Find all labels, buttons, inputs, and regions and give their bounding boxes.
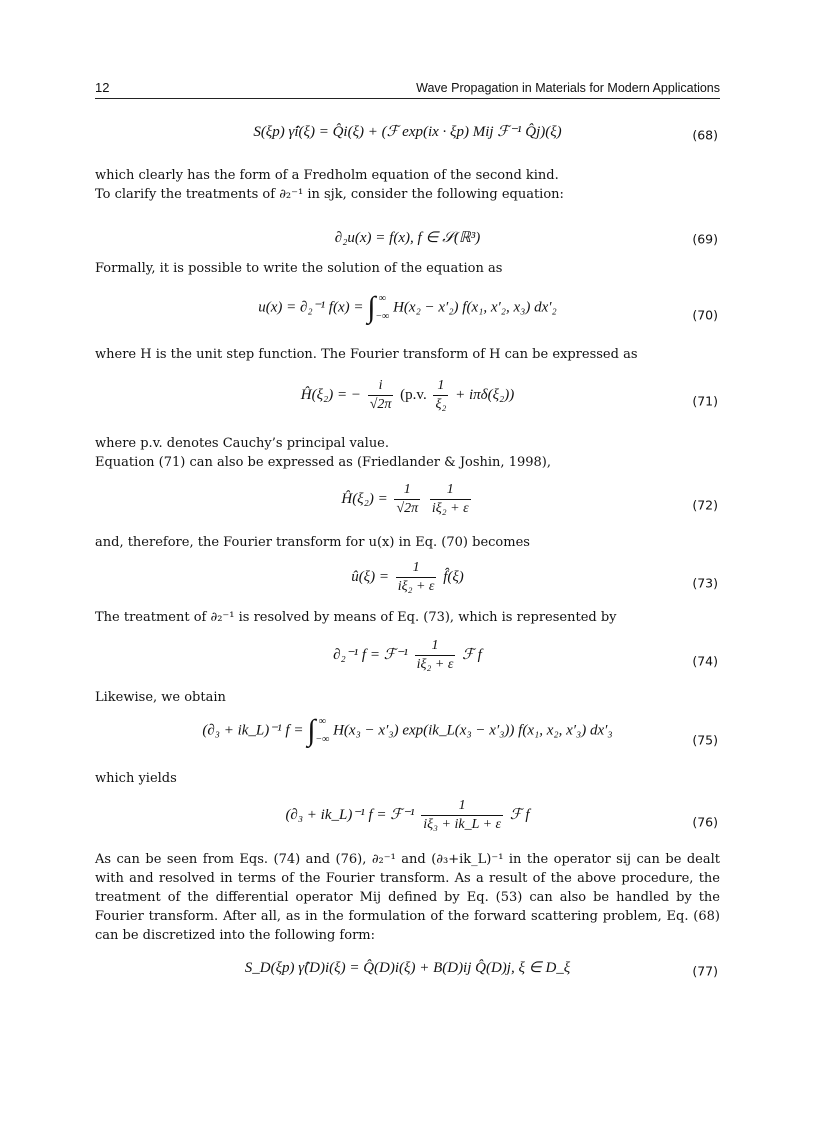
equation-71-body xyxy=(301,378,514,413)
fraction-denominator: iξ₂ + ε xyxy=(397,579,435,594)
paragraph-5 xyxy=(95,533,720,552)
paragraph-9 xyxy=(95,850,720,945)
integral-limits xyxy=(315,713,329,749)
equation-75-lhs: (∂₃ + ik_L)⁻¹ f = xyxy=(202,722,304,739)
fraction-denominator: iξ₂ + ε xyxy=(416,657,454,672)
fraction-numerator: 1 xyxy=(415,638,456,656)
fraction xyxy=(394,482,420,517)
paragraph-1 xyxy=(95,166,720,204)
equation-73-number: (73) xyxy=(692,575,718,591)
fraction xyxy=(430,482,471,517)
paragraph-5-text: and, therefore, the Fourier transform for u(x) in Eq. (70) becomes xyxy=(95,535,530,550)
equation-70-lhs: u(x) = ∂₂⁻¹ f(x) = xyxy=(258,299,364,316)
fraction-denominator: ξ₂ xyxy=(435,397,447,412)
fraction-numerator: 1 xyxy=(433,378,448,396)
paragraph-1-line-1: which clearly has the form of a Fredholm equation of the second kind. xyxy=(95,168,559,183)
integral-sign: ∫ xyxy=(307,714,316,747)
paragraph-1-line-2: To clarify the treatments of ∂₂⁻¹ in sjk, consider the following equation: xyxy=(95,187,564,202)
equation-71-rest: + iπδ(ξ₂)) xyxy=(455,386,515,403)
equation-68-body: S(ξp) γ̂i(ξ) = Q̂i(ξ) + (ℱ exp(ix · ξp) Mij ℱ⁻¹ Q̂j)(ξ) xyxy=(253,124,562,140)
equation-75 xyxy=(95,713,720,767)
equation-76 xyxy=(95,798,720,846)
equation-76-rhs: ℱ f xyxy=(509,806,530,823)
equation-69-body: ∂₂u(x) = f(x), f ∈ 𝒮(ℝ³) xyxy=(334,230,481,246)
fraction-denominator: √2π xyxy=(369,397,392,412)
paragraph-4-line-1: where p.v. denotes Cauchy’s principal value. xyxy=(95,436,390,451)
equation-69-number: (69) xyxy=(692,231,718,247)
integral-lower-limit: −∞ xyxy=(315,734,330,745)
equation-77-body: S_D(ξp) γ̂(D)i(ξ) = Q̂(D)i(ξ) + B(D)ij Q̂(D)j, ξ ∈ D_ξ xyxy=(244,960,571,976)
equation-73-rhs: f̂(ξ) xyxy=(443,568,464,585)
paragraph-8 xyxy=(95,769,720,788)
equation-73 xyxy=(95,560,720,606)
paragraph-9-text: As can be seen from Eqs. (74) and (76), ∂₂⁻¹ and (∂₃+ik_L)⁻¹ in the operator sij can be dealt with and resolved in terms of the Fourier transform. As a result of the above procedure, the treatment of the differential operator Mij defined by Eq. (53) can also be handled by the Fourier transform. After all, as in the formulation of the forward scattering problem, Eq. (68) can be discretized into the following form: xyxy=(95,852,720,943)
fraction xyxy=(433,378,448,413)
integral-sign: ∫ xyxy=(367,291,376,324)
equation-73-body xyxy=(351,560,464,595)
paragraph-4-line-2: Equation (71) can also be expressed as (Friedlander & Joshin, 1998), xyxy=(95,455,551,470)
equation-69 xyxy=(95,228,720,250)
page-header xyxy=(95,80,720,99)
running-title: Wave Propagation in Materials for Modern Applications xyxy=(416,81,720,95)
paragraph-4 xyxy=(95,434,720,472)
fraction xyxy=(368,378,394,413)
equation-75-number: (75) xyxy=(692,732,718,748)
fraction-numerator: i xyxy=(368,378,394,396)
fraction xyxy=(396,560,437,595)
equation-68 xyxy=(95,122,720,148)
paragraph-2-text: Formally, it is possible to write the solution of the equation as xyxy=(95,261,503,276)
fraction-denominator: iξ₃ + ik_L + ε xyxy=(423,817,502,832)
equation-72-number: (72) xyxy=(692,497,718,513)
fraction-numerator: 1 xyxy=(396,560,437,578)
paragraph-3-text: where H is the unit step function. The Fourier transform of H can be expressed as xyxy=(95,347,638,362)
fraction xyxy=(415,638,456,673)
paragraph-8-text: which yields xyxy=(95,771,177,786)
equation-71-number: (71) xyxy=(692,393,718,409)
equation-76-lhs: (∂₃ + ik_L)⁻¹ f = ℱ⁻¹ xyxy=(285,806,415,823)
equation-74-lhs: ∂₂⁻¹ f = ℱ⁻¹ xyxy=(333,646,408,663)
fraction-numerator: 1 xyxy=(421,798,503,816)
equation-74-number: (74) xyxy=(692,653,718,669)
equation-68-number: (68) xyxy=(692,127,718,143)
paragraph-2 xyxy=(95,259,720,278)
equation-75-body xyxy=(202,713,612,749)
fraction-denominator: √2π xyxy=(396,501,419,516)
equation-70-body xyxy=(258,290,557,326)
equation-75-integrand: H(x₃ − x′₃) exp(ik_L(x₃ − x′₃)) f(x₁, x₂, x′₃) dx′₃ xyxy=(333,722,613,739)
integral-upper-limit: ∞ xyxy=(378,293,386,304)
equation-71 xyxy=(95,378,720,424)
equation-76-body xyxy=(285,798,529,833)
equation-74-body xyxy=(333,638,482,673)
paragraph-6 xyxy=(95,608,720,627)
equation-71-lhs: Ĥ(ξ₂) = − xyxy=(300,386,361,403)
fraction xyxy=(421,798,503,833)
fraction-numerator: 1 xyxy=(430,482,471,500)
equation-77-number: (77) xyxy=(692,963,718,979)
paragraph-7 xyxy=(95,688,720,707)
integral-upper-limit: ∞ xyxy=(318,716,326,727)
paragraph-3 xyxy=(95,345,720,364)
page-number: 12 xyxy=(95,80,110,95)
fraction-numerator: 1 xyxy=(394,482,420,500)
equation-77 xyxy=(95,958,720,984)
equation-72-body xyxy=(341,482,473,517)
equation-70 xyxy=(95,290,720,340)
equation-70-number: (70) xyxy=(692,307,718,323)
equation-76-number: (76) xyxy=(692,814,718,830)
equation-74-rhs: ℱ f xyxy=(462,646,482,663)
paragraph-7-text: Likewise, we obtain xyxy=(95,690,226,705)
equation-72 xyxy=(95,482,720,528)
paragraph-6-text: The treatment of ∂₂⁻¹ is resolved by means of Eq. (73), which is represented by xyxy=(95,610,617,625)
equation-73-lhs: û(ξ) = xyxy=(351,568,389,585)
equation-71-pv: (p.v. xyxy=(400,386,427,403)
fraction-denominator: iξ₂ + ε xyxy=(431,501,469,516)
equation-72-lhs: Ĥ(ξ₂) = xyxy=(341,490,388,507)
equation-74 xyxy=(95,638,720,684)
integral-limits xyxy=(375,290,389,326)
integral-lower-limit: −∞ xyxy=(375,311,390,322)
equation-70-integrand: H(x₂ − x′₂) f(x₁, x′₂, x₃) dx′₂ xyxy=(393,299,557,316)
